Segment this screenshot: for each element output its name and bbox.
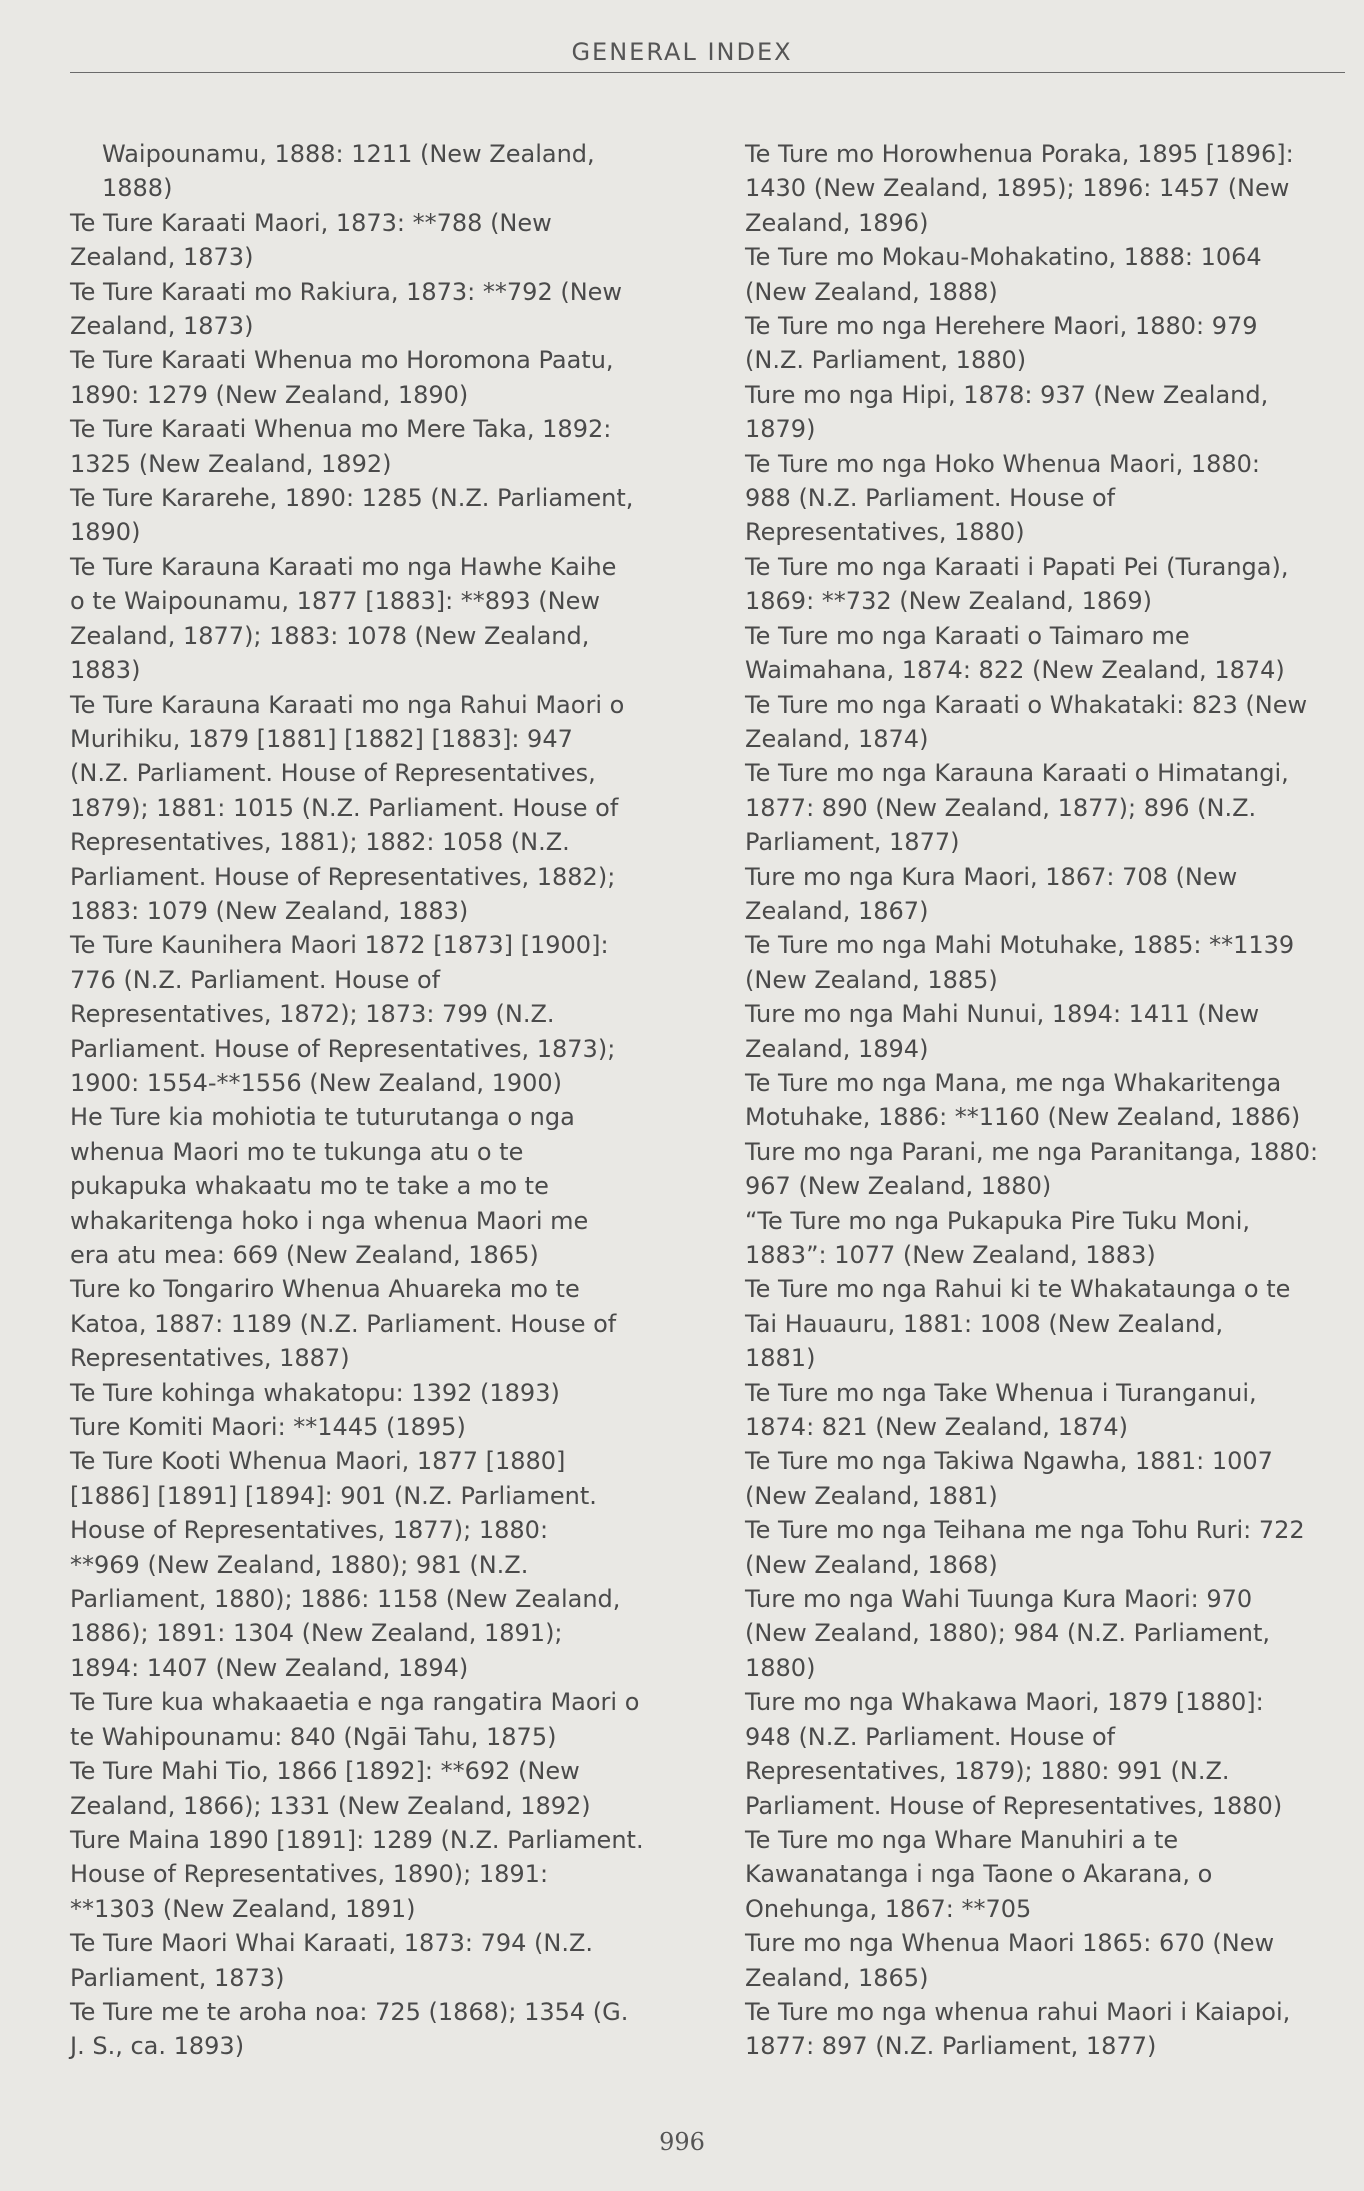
index-entry-line: pukapuka whakaatu mo te take a mo te	[70, 1172, 549, 1201]
index-entry	[745, 688, 1345, 757]
index-entry-line: 1877: 890 (New Zealand, 1877); 896 (N.Z.	[745, 793, 1257, 822]
index-entry-line: 988 (N.Z. Parliament. House of	[745, 484, 1116, 513]
index-entry-line: Waimahana, 1874: 822 (New Zealand, 1874)	[745, 656, 1285, 685]
index-entry-line: 1880)	[745, 1653, 816, 1682]
index-entry-line: Te Ture Kararehe, 1890: 1285 (N.Z. Parliament,	[70, 484, 634, 513]
index-entry-line: Te Ture Mahi Tio, 1866 [1892]: **692 (New	[70, 1757, 580, 1786]
index-entry	[70, 1754, 680, 1823]
index-entry	[70, 481, 680, 550]
index-entry-line: 948 (N.Z. Parliament. House of	[745, 1722, 1116, 1751]
index-entry-line: (N.Z. Parliament. House of Representatives,	[70, 759, 596, 788]
index-entry-line: Zealand, 1896)	[745, 208, 929, 237]
index-entry-line: 1883”: 1077 (New Zealand, 1883)	[745, 1241, 1156, 1269]
index-entry-line: Te Ture mo Mokau-Mohakatino, 1888: 1064	[745, 243, 1262, 272]
index-entry-line: Representatives, 1887)	[70, 1344, 350, 1373]
index-entry-line: 1325 (New Zealand, 1892)	[70, 449, 392, 478]
index-entry-line: 967 (New Zealand, 1880)	[745, 1172, 1052, 1201]
index-entry-line: Te Ture kohinga whakatopu: 1392 (1893)	[70, 1378, 560, 1407]
index-entry-line: 1430 (New Zealand, 1895); 1896: 1457 (New	[745, 174, 1290, 203]
index-entry-line: Zealand, 1866); 1331 (New Zealand, 1892)	[70, 1791, 591, 1820]
index-entry-line: Te Ture Karaati mo Rakiura, 1873: **792 (New	[70, 277, 623, 306]
index-entry-line: Te Ture mo Horowhenua Poraka, 1895 [1896]:	[745, 140, 1294, 168]
index-entry	[745, 378, 1345, 447]
index-entry-line: Zealand, 1877); 1883: 1078 (New Zealand,	[70, 621, 590, 650]
index-entry-line: Te Ture Karaati Whenua mo Mere Taka, 1892:	[70, 415, 612, 444]
index-entry-line: Te Ture mo nga Karauna Karaati o Himatangi,	[745, 759, 1289, 788]
index-entry-line: Te Ture mo nga Karaati o Whakataki: 823 (New	[745, 690, 1308, 719]
index-entry	[745, 1995, 1345, 2064]
index-entry	[745, 1135, 1345, 1204]
index-entry	[70, 275, 680, 344]
index-entry-line: Parliament, 1877)	[745, 828, 960, 857]
index-entry	[745, 1376, 1345, 1445]
index-entry	[745, 1513, 1345, 1582]
index-entry	[70, 412, 680, 481]
index-entry-line: He Ture kia mohiotia te tuturutanga o nga	[70, 1103, 575, 1132]
header-rule	[70, 72, 1345, 73]
index-entry-line: Zealand, 1873)	[70, 243, 254, 272]
index-entry-line: Te Ture mo nga Take Whenua i Turanganui,	[745, 1378, 1257, 1407]
index-entry-line: Te Ture mo nga Mana, me nga Whakaritenga	[745, 1068, 1282, 1097]
index-entry	[70, 550, 680, 688]
index-entry-line: “Te Ture mo nga Pukapuka Pire Tuku Moni,	[745, 1206, 1251, 1235]
index-entry-line: Te Ture mo nga Mahi Motuhake, 1885: **1139	[745, 931, 1295, 960]
index-entry	[745, 240, 1345, 309]
index-entry-line: Representatives, 1880)	[745, 518, 1025, 547]
index-entry	[70, 1272, 680, 1375]
index-entry-line: Zealand, 1873)	[70, 312, 254, 341]
index-entry-line: 1894: 1407 (New Zealand, 1894)	[70, 1653, 469, 1682]
index-entry-line: Te Ture Karaati Maori, 1873: **788 (New	[70, 208, 552, 237]
index-column-left	[70, 137, 680, 2064]
index-entry-line: 1869: **732 (New Zealand, 1869)	[745, 587, 1153, 616]
index-entry-line: Te Ture mo nga whenua rahui Maori i Kaiapoi,	[745, 1997, 1291, 2026]
index-entry	[70, 1995, 680, 2064]
index-entry-line: 1877: 897 (N.Z. Parliament, 1877)	[745, 2032, 1157, 2061]
index-entry-line: (New Zealand, 1868)	[745, 1550, 998, 1579]
index-entry-line: 1883)	[70, 656, 141, 685]
index-entry	[745, 1823, 1345, 1926]
index-entry	[70, 1926, 680, 1995]
index-entry-line: 1881)	[745, 1344, 816, 1373]
index-entry	[70, 206, 680, 275]
index-entry-line: Te Ture mo nga Herehere Maori, 1880: 979	[745, 312, 1258, 341]
index-entry-line: **969 (New Zealand, 1880); 981 (N.Z.	[70, 1550, 529, 1579]
index-entry-line: whakaritenga hoko i nga whenua Maori me	[70, 1206, 589, 1235]
index-entry-line: 1886); 1891: 1304 (New Zealand, 1891);	[70, 1619, 563, 1648]
index-entry-line: Te Ture mo nga Karaati o Taimaro me	[745, 621, 1190, 650]
index-entry-line: 1900: 1554-**1556 (New Zealand, 1900)	[70, 1068, 563, 1097]
index-entry-line: House of Representatives, 1890); 1891:	[70, 1860, 549, 1889]
index-entry-line: Zealand, 1874)	[745, 724, 929, 753]
index-entry-line: Parliament, 1880); 1886: 1158 (New Zealand,	[70, 1585, 621, 1614]
index-entry-line: Ture mo nga Parani, me nga Paranitanga, 1880:	[745, 1137, 1319, 1166]
index-entry-line: Zealand, 1867)	[745, 896, 929, 925]
index-entry-line: Tai Hauauru, 1881: 1008 (New Zealand,	[745, 1309, 1224, 1338]
index-entry-line: House of Representatives, 1877); 1880:	[70, 1516, 549, 1545]
index-entry-line: Katoa, 1887: 1189 (N.Z. Parliament. House of	[70, 1309, 617, 1338]
index-entry-line: te Wahipounamu: 840 (Ngāi Tahu, 1875)	[70, 1722, 557, 1751]
index-entry	[745, 619, 1345, 688]
index-entry	[745, 1685, 1345, 1823]
index-entry	[70, 343, 680, 412]
index-entry-line: 1888)	[102, 174, 173, 203]
index-entry-line: (New Zealand, 1888)	[745, 277, 998, 306]
index-entry-line: Parliament. House of Representatives, 1873);	[70, 1034, 616, 1063]
index-entry-line: Te Ture mo nga Rahui ki te Whakataunga o te	[745, 1275, 1291, 1304]
index-entry-line: (N.Z. Parliament, 1880)	[745, 346, 1027, 375]
index-entry	[745, 997, 1345, 1066]
index-entry-line: Parliament, 1873)	[70, 1963, 285, 1992]
index-entry-line: Te Ture mo nga Karaati i Papati Pei (Turanga),	[745, 552, 1289, 581]
index-entry-line: Murihiku, 1879 [1881] [1882] [1883]: 947	[70, 724, 573, 753]
index-entry	[70, 1685, 680, 1754]
index-entry-line: Te Ture kua whakaaetia e nga rangatira Maori o	[70, 1688, 640, 1717]
index-entry	[745, 1444, 1345, 1513]
index-entry	[745, 550, 1345, 619]
index-entry-line: o te Waipounamu, 1877 [1883]: **893 (New	[70, 587, 600, 616]
index-entry-line: Te Ture Maori Whai Karaati, 1873: 794 (N.Z.	[70, 1929, 594, 1958]
index-entry-line: Ture mo nga Hipi, 1878: 937 (New Zealand,	[745, 380, 1269, 409]
index-entry-line: 1883: 1079 (New Zealand, 1883)	[70, 896, 469, 925]
index-entry-line: Ture ko Tongariro Whenua Ahuareka mo te	[70, 1275, 580, 1304]
index-entry	[745, 756, 1345, 859]
index-entry-line: Te Ture mo nga Hoko Whenua Maori, 1880:	[745, 449, 1261, 478]
index-entry-line: Ture Maina 1890 [1891]: 1289 (N.Z. Parliament.	[70, 1825, 644, 1854]
index-entry-line: 1890: 1279 (New Zealand, 1890)	[70, 380, 469, 409]
index-entry-line: (New Zealand, 1885)	[745, 965, 998, 994]
index-entry-line: Te Ture me te aroha noa: 725 (1868); 1354 (G.	[70, 1997, 629, 2026]
index-entry-line: **1303 (New Zealand, 1891)	[70, 1894, 416, 1923]
index-entry-line: 1890)	[70, 518, 141, 547]
index-entry	[70, 1410, 680, 1444]
index-entry	[70, 1100, 680, 1272]
index-entry-line: Ture mo nga Whenua Maori 1865: 670 (New	[745, 1929, 1275, 1958]
index-entry-line: era atu mea: 669 (New Zealand, 1865)	[70, 1241, 539, 1269]
page-header: GENERAL INDEX	[571, 38, 793, 66]
index-entry-line: 1874: 821 (New Zealand, 1874)	[745, 1413, 1129, 1442]
index-entry	[745, 1272, 1345, 1375]
index-entry	[745, 137, 1345, 240]
index-entry	[70, 1376, 680, 1410]
index-entry	[70, 137, 680, 206]
index-entry-line: Te Ture Kaunihera Maori 1872 [1873] [1900]:	[70, 931, 609, 960]
index-entry-line: Parliament. House of Representatives, 1880)	[745, 1791, 1283, 1820]
index-entry	[745, 1926, 1345, 1995]
index-entry-line: 776 (N.Z. Parliament. House of	[70, 965, 441, 994]
index-entry-line: J. S., ca. 1893)	[70, 2032, 245, 2061]
index-entry-line: Zealand, 1894)	[745, 1034, 929, 1063]
index-entry-line: Onehunga, 1867: **705	[745, 1894, 1032, 1923]
index-entry	[745, 309, 1345, 378]
index-entry	[745, 1204, 1345, 1273]
index-entry-line: [1886] [1891] [1894]: 901 (N.Z. Parliament.	[70, 1481, 597, 1510]
index-entry	[745, 447, 1345, 550]
index-entry-line: Te Ture Kooti Whenua Maori, 1877 [1880]	[70, 1447, 566, 1476]
index-column-right	[745, 137, 1345, 2064]
index-entry	[70, 1823, 680, 1926]
index-entry	[70, 928, 680, 1100]
index-entry-line: Motuhake, 1886: **1160 (New Zealand, 1886)	[745, 1103, 1301, 1132]
index-entry-line: Ture Komiti Maori: **1445 (1895)	[70, 1413, 466, 1442]
index-entry	[745, 1066, 1345, 1135]
index-entry-line: whenua Maori mo te tukunga atu o te	[70, 1137, 524, 1166]
index-entry	[745, 1582, 1345, 1685]
index-entry-line: Kawanatanga i nga Taone o Akarana, o	[745, 1860, 1213, 1889]
index-entry-line: Waipounamu, 1888: 1211 (New Zealand,	[102, 140, 595, 168]
index-entry	[745, 928, 1345, 997]
index-entry-line: Ture mo nga Kura Maori, 1867: 708 (New	[745, 862, 1238, 891]
page-number: 996	[659, 2128, 705, 2156]
index-entry-line: Te Ture Karaati Whenua mo Horomona Paatu,	[70, 346, 614, 375]
index-entry-line: Te Ture Karauna Karaati mo nga Rahui Maori o	[70, 690, 625, 719]
index-entry-line: (New Zealand, 1880); 984 (N.Z. Parliament,	[745, 1619, 1270, 1648]
index-entry-line: Representatives, 1881); 1882: 1058 (N.Z.	[70, 828, 570, 857]
index-entry-line: Parliament. House of Representatives, 1882);	[70, 862, 616, 891]
index-entry-line: Te Ture mo nga Whare Manuhiri a te	[745, 1825, 1179, 1854]
index-entry-line: Ture mo nga Whakawa Maori, 1879 [1880]:	[745, 1688, 1264, 1717]
index-entry-line: Zealand, 1865)	[745, 1963, 929, 1992]
index-entry-line: Representatives, 1872); 1873: 799 (N.Z.	[70, 1000, 555, 1029]
index-entry-line: Te Ture mo nga Teihana me nga Tohu Ruri: 722	[745, 1516, 1305, 1545]
index-entry-line: Te Ture mo nga Takiwa Ngawha, 1881: 1007	[745, 1447, 1273, 1476]
index-entry-line: 1879); 1881: 1015 (N.Z. Parliament. House of	[70, 793, 619, 822]
index-entry-line: 1879)	[745, 415, 816, 444]
index-entry-line: (New Zealand, 1881)	[745, 1481, 998, 1510]
index-entry-line: Ture mo nga Wahi Tuunga Kura Maori: 970	[745, 1585, 1253, 1614]
index-entry-line: Te Ture Karauna Karaati mo nga Hawhe Kaihe	[70, 552, 617, 581]
index-entry	[745, 860, 1345, 929]
index-entry-line: Ture mo nga Mahi Nunui, 1894: 1411 (New	[745, 1000, 1260, 1029]
index-entry	[70, 1444, 680, 1685]
index-entry-line: Representatives, 1879); 1880: 991 (N.Z.	[745, 1757, 1230, 1786]
index-entry	[70, 688, 680, 929]
